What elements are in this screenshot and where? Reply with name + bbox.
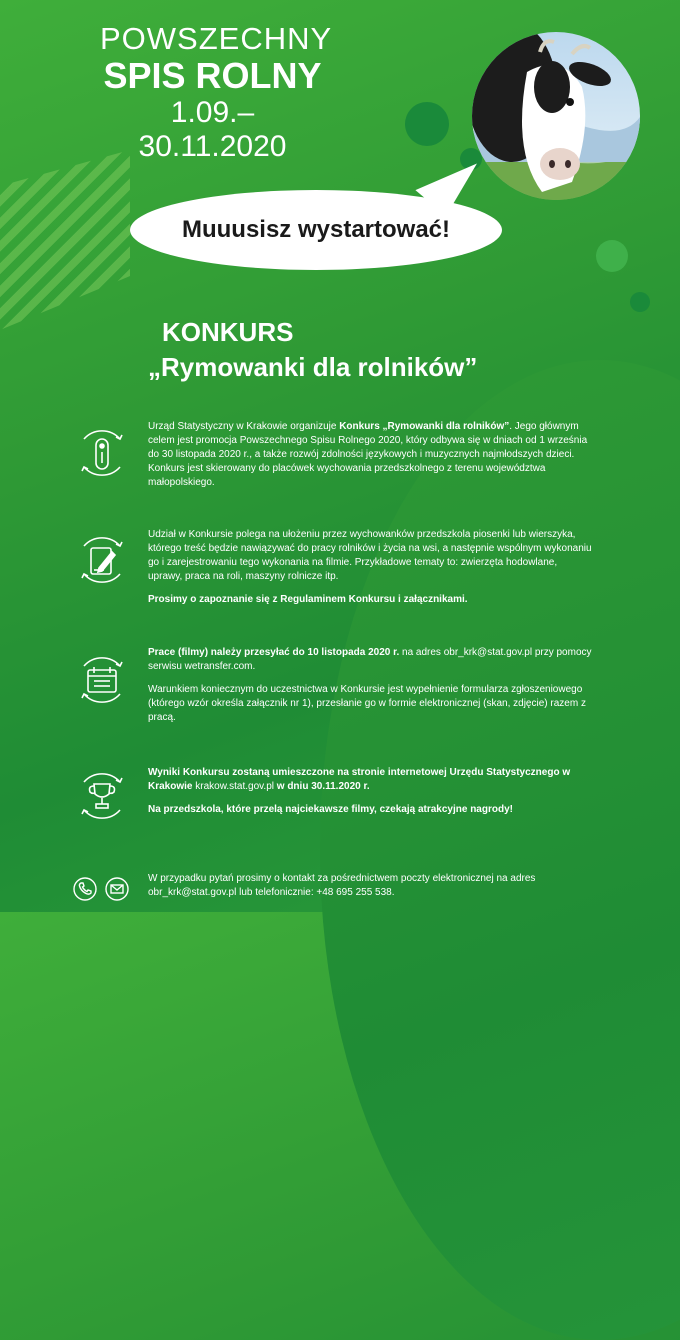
info-paragraph: Urząd Statystyczny w Krakowie organizuje Konkurs „Rymowanki dla rolników”. Jego głównym celem jest promocja Powszechnego Spisu Rolnego 2020, który odbywa się w dniach od 1 września do 30 listopada 2020 r., a także rozwój zdolności językowych i muzycznych najmłodszych dzieci. Konkurs jest skierowany do placówek wychowania przedszkolnego z terenu województwa małopolskiego. <box>148 421 588 488</box>
contact-info: W przypadku pytań prosimy o kontakt za pośrednictwem poczty elektronicznej na adres obr_krk@stat.gov.pl lub telefonicznie: +48 695 255 538. <box>148 873 536 898</box>
decorative-dot <box>596 240 628 272</box>
contest-heading: KONKURS <box>162 317 294 347</box>
title-line-1: POWSZECHNY <box>100 21 333 56</box>
bubble-text: Muuusisz wystartować! <box>181 216 451 243</box>
mail-icon[interactable] <box>104 876 130 902</box>
green-background-shape <box>320 360 680 1340</box>
title-dates: 1.09.–30.11.2020 <box>138 96 287 163</box>
decorative-stripes <box>0 150 130 330</box>
results-paragraph: Wyniki Konkursu zostaną umieszczone na stronie internetowej Urzędu Statystycznego w Krakowie krakow.stat.gov.pl w dniu 30.11.2020 r. <box>148 767 571 792</box>
section-deadline <box>148 646 593 734</box>
section-results <box>148 766 593 826</box>
cow-photo <box>472 32 640 200</box>
phone-icon[interactable] <box>72 876 98 902</box>
decorative-dot <box>405 102 449 146</box>
title-line-2: SPIS ROLNY <box>103 55 322 96</box>
contest-name: „Rymowanki dla rolników” <box>148 352 478 382</box>
prizes-paragraph: Na przedszkola, które przelą najciekawsze filmy, czekają atrakcyjne nagrody! <box>148 804 513 815</box>
requirements-paragraph: Warunkiem koniecznym do uczestnictwa w Konkursie jest wypełnienie formularza zgłoszeniowego (którego wzór określa załącznik nr 1), przesłanie go w formie elektronicznej (skan, zdjęcie) razem z pracą. <box>148 684 586 723</box>
campaign-title <box>100 21 333 164</box>
calendar-icon <box>74 652 130 708</box>
edit-document-icon <box>74 532 130 588</box>
decorative-dot <box>630 292 650 312</box>
speech-bubble <box>130 190 502 270</box>
section-rules <box>148 528 593 616</box>
section-info <box>148 420 593 499</box>
rules-paragraph: Udział w Konkursie polega na ułożeniu przez wychowanków przedszkola piosenki lub wierszyka, którego treść będzie nawiązywać do pracy rolników i życia na wsi, a następnie wspólnym wykonaniu go i zarejestrowaniu tego wykonania na filmie. Przykładowe tematy to: zwierzęta hodowlane, uprawy, praca na roli, maszyny rolnicze itp. <box>148 529 592 582</box>
deadline-paragraph: Prace (filmy) należy przesyłać do 10 listopada 2020 r. na adres obr_krk@stat.gov.pl przy pomocy serwisu wetransfer.com. <box>148 647 592 672</box>
info-icon <box>74 425 130 481</box>
rules-regulations-link[interactable]: Prosimy o zapoznanie się z Regulaminem Konkursu i załącznikami. <box>148 594 468 605</box>
trophy-icon <box>74 768 130 824</box>
